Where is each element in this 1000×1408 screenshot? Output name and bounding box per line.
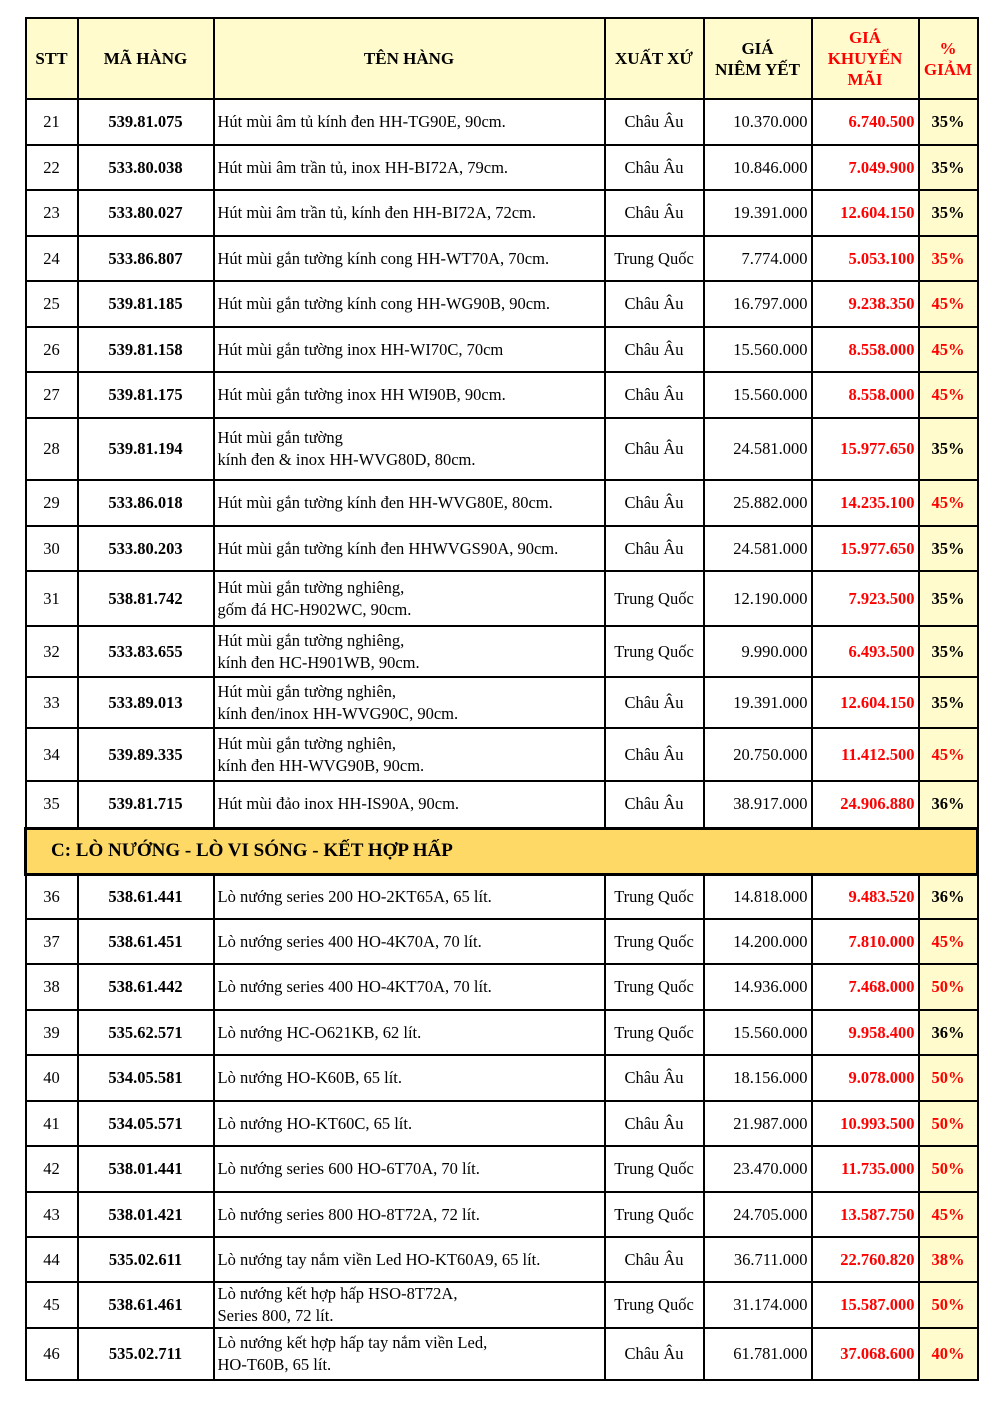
- row-list-price: 14.200.000: [704, 919, 812, 964]
- row-promo-price: 9.078.000: [812, 1055, 919, 1101]
- row-stt: 28: [26, 418, 78, 480]
- table-row: [26, 874, 978, 919]
- row-discount: 50%: [919, 1282, 978, 1328]
- row-name: [214, 1101, 605, 1146]
- row-origin: Châu Âu: [605, 372, 704, 418]
- row-discount: 35%: [919, 145, 978, 190]
- row-name-line: Lò nướng kết hợp hấp HSO-8T72A,: [217, 1284, 458, 1303]
- header-name: TÊN HÀNG: [214, 18, 605, 99]
- row-name-line: Lò nướng HO-K60B, 65 lít.: [217, 1068, 402, 1087]
- row-name-line: HO-T60B, 65 lít.: [217, 1355, 332, 1374]
- row-discount: 45%: [919, 372, 978, 418]
- row-stt: 29: [26, 480, 78, 526]
- row-promo-price: 12.604.150: [812, 190, 919, 236]
- row-name-line: Hút mùi gắn tường kính cong HH-WT70A, 70cm.: [217, 248, 550, 268]
- row-promo-price: 7.049.900: [812, 145, 919, 190]
- row-name: [214, 145, 605, 190]
- row-stt: 40: [26, 1055, 78, 1101]
- row-promo-price: 9.958.400: [812, 1010, 919, 1055]
- table-row: [26, 190, 978, 236]
- table-row: [26, 418, 978, 480]
- row-name: [214, 327, 605, 372]
- row-stt: 34: [26, 728, 78, 781]
- row-code: 539.81.175: [78, 372, 214, 418]
- row-discount: 38%: [919, 1237, 978, 1282]
- row-discount: 50%: [919, 1101, 978, 1146]
- table-row: [26, 728, 978, 781]
- row-origin: Trung Quốc: [605, 571, 704, 626]
- row-promo-price: 6.493.500: [812, 626, 919, 677]
- row-name-line: Hút mùi gắn tường inox HH-WI70C, 70cm: [217, 339, 504, 359]
- row-code: 538.61.441: [78, 874, 214, 919]
- row-name: [214, 1010, 605, 1055]
- header-code: MÃ HÀNG: [78, 18, 214, 99]
- row-discount: 35%: [919, 677, 978, 728]
- row-discount: 36%: [919, 1010, 978, 1055]
- table-row: [26, 1192, 978, 1237]
- row-origin: Châu Âu: [605, 480, 704, 526]
- row-list-price: 10.370.000: [704, 99, 812, 145]
- row-promo-price: 14.235.100: [812, 480, 919, 526]
- row-discount: 45%: [919, 728, 978, 781]
- table-row: [26, 1328, 978, 1380]
- row-name-line: Hút mùi gắn tường: [217, 428, 343, 447]
- row-code: 538.61.442: [78, 964, 214, 1010]
- row-origin: Châu Âu: [605, 728, 704, 781]
- row-promo-price: 15.977.650: [812, 526, 919, 571]
- row-name: [214, 626, 605, 677]
- row-list-price: 10.846.000: [704, 145, 812, 190]
- row-list-price: 24.581.000: [704, 418, 812, 480]
- section-b-rows: [26, 99, 978, 828]
- table-row: [26, 1010, 978, 1055]
- table-row: [26, 99, 978, 145]
- row-list-price: 36.711.000: [704, 1237, 812, 1282]
- row-discount: 40%: [919, 1328, 978, 1380]
- row-name-line: kính đen HH-WVG90B, 90cm.: [217, 755, 425, 775]
- row-promo-price: 12.604.150: [812, 677, 919, 728]
- row-name: [214, 190, 605, 236]
- row-discount: 50%: [919, 964, 978, 1010]
- row-name-line: Lò nướng series 600 HO-6T70A, 70 lít.: [217, 1159, 480, 1178]
- row-list-price: 7.774.000: [704, 236, 812, 281]
- row-name: [214, 418, 605, 480]
- row-stt: 41: [26, 1101, 78, 1146]
- row-code: 539.89.335: [78, 728, 214, 781]
- row-origin: Châu Âu: [605, 145, 704, 190]
- row-origin: Trung Quốc: [605, 1010, 704, 1055]
- row-name-line: Hút mùi gắn tường nghiêng,: [217, 577, 405, 597]
- row-origin: Châu Âu: [605, 1237, 704, 1282]
- row-name-line: Lò nướng series 200 HO-2KT65A, 65 lít.: [217, 886, 492, 906]
- row-stt: 37: [26, 919, 78, 964]
- row-name-line: Hút mùi âm tủ kính đen HH-TG90E, 90cm.: [217, 112, 506, 131]
- row-code: 539.81.075: [78, 99, 214, 145]
- row-list-price: 9.990.000: [704, 626, 812, 677]
- row-stt: 42: [26, 1146, 78, 1192]
- row-discount: 45%: [919, 1192, 978, 1237]
- row-name: [214, 677, 605, 728]
- header-list-price: [704, 18, 812, 99]
- row-discount: 45%: [919, 327, 978, 372]
- row-list-price: 23.470.000: [704, 1146, 812, 1192]
- row-stt: 22: [26, 145, 78, 190]
- row-name-line: Hút mùi đảo inox HH-IS90A, 90cm.: [217, 794, 460, 814]
- header-origin: XUẤT XỨ: [605, 18, 704, 99]
- row-origin: Trung Quốc: [605, 874, 704, 919]
- header-discount-line1: %: [939, 38, 957, 58]
- row-name: [214, 99, 605, 145]
- row-promo-price: 7.810.000: [812, 919, 919, 964]
- row-name: [214, 781, 605, 828]
- row-stt: 35: [26, 781, 78, 828]
- row-promo-price: 7.923.500: [812, 571, 919, 626]
- row-code: 538.61.461: [78, 1282, 214, 1328]
- row-origin: Châu Âu: [605, 526, 704, 571]
- row-code: 538.61.451: [78, 919, 214, 964]
- row-promo-price: 22.760.820: [812, 1237, 919, 1282]
- row-stt: 43: [26, 1192, 78, 1237]
- row-origin: Châu Âu: [605, 677, 704, 728]
- row-promo-price: 6.740.500: [812, 99, 919, 145]
- header-discount: [919, 18, 978, 99]
- row-name-line: Lò nướng tay nắm viền Led HO-KT60A9, 65 lít.: [217, 1249, 541, 1269]
- row-stt: 31: [26, 571, 78, 626]
- row-name: [214, 1146, 605, 1192]
- row-promo-price: 5.053.100: [812, 236, 919, 281]
- row-code: 533.80.203: [78, 526, 214, 571]
- row-discount: 45%: [919, 281, 978, 327]
- header-promo-price-line1: GIÁ: [848, 28, 882, 47]
- section-title: C: LÒ NƯỚNG - LÒ VI SÓNG - KẾT HỢP HẤP: [26, 828, 978, 874]
- row-name-line: Hút mùi gắn tường inox HH WI90B, 90cm.: [217, 385, 506, 404]
- row-promo-price: 24.906.880: [812, 781, 919, 828]
- row-origin: Châu Âu: [605, 281, 704, 327]
- row-promo-price: 9.238.350: [812, 281, 919, 327]
- row-name: [214, 1192, 605, 1237]
- row-list-price: 15.560.000: [704, 327, 812, 372]
- row-code: 538.01.441: [78, 1146, 214, 1192]
- row-list-price: 14.818.000: [704, 874, 812, 919]
- row-name: [214, 1328, 605, 1380]
- row-name-line: Lò nướng HO-KT60C, 65 lít.: [217, 1113, 413, 1133]
- row-discount: 36%: [919, 781, 978, 828]
- row-name-line: kính đen/inox HH-WVG90C, 90cm.: [217, 703, 459, 723]
- row-list-price: 24.581.000: [704, 526, 812, 571]
- row-promo-price: 13.587.750: [812, 1192, 919, 1237]
- row-name-line: Hút mùi gắn tường kính đen HHWVGS90A, 90cm.: [217, 538, 559, 558]
- row-name-line: Lò nướng HC-O621KB, 62 lít.: [217, 1022, 422, 1042]
- row-origin: Trung Quốc: [605, 236, 704, 281]
- row-name: [214, 526, 605, 571]
- row-code: 533.80.027: [78, 190, 214, 236]
- row-promo-price: 10.993.500: [812, 1101, 919, 1146]
- row-promo-price: 8.558.000: [812, 327, 919, 372]
- row-list-price: 31.174.000: [704, 1282, 812, 1328]
- row-code: 535.62.571: [78, 1010, 214, 1055]
- table-row: [26, 1237, 978, 1282]
- row-list-price: 15.560.000: [704, 372, 812, 418]
- row-name-line: Hút mùi gắn tường nghiêng,: [217, 630, 405, 650]
- table-row: [26, 1282, 978, 1328]
- row-origin: Châu Âu: [605, 418, 704, 480]
- row-list-price: 38.917.000: [704, 781, 812, 828]
- row-promo-price: 9.483.520: [812, 874, 919, 919]
- section-c-rows: [26, 874, 978, 1380]
- row-discount: 45%: [919, 919, 978, 964]
- header-discount-line2: GIẢM: [923, 59, 973, 79]
- row-list-price: 25.882.000: [704, 480, 812, 526]
- row-name: [214, 919, 605, 964]
- row-name: [214, 964, 605, 1010]
- row-code: 534.05.571: [78, 1101, 214, 1146]
- row-name-line: Lò nướng series 800 HO-8T72A, 72 lít.: [217, 1204, 480, 1224]
- row-stt: 21: [26, 99, 78, 145]
- row-list-price: 20.750.000: [704, 728, 812, 781]
- row-discount: 35%: [919, 526, 978, 571]
- row-list-price: 12.190.000: [704, 571, 812, 626]
- row-stt: 39: [26, 1010, 78, 1055]
- row-list-price: 14.936.000: [704, 964, 812, 1010]
- row-stt: 44: [26, 1237, 78, 1282]
- row-code: 533.86.018: [78, 480, 214, 526]
- row-origin: Châu Âu: [605, 99, 704, 145]
- table-row: [26, 919, 978, 964]
- row-discount: 35%: [919, 99, 978, 145]
- row-name: [214, 728, 605, 781]
- header-stt: STT: [26, 18, 78, 99]
- row-origin: Trung Quốc: [605, 626, 704, 677]
- row-code: 533.89.013: [78, 677, 214, 728]
- row-code: 539.81.185: [78, 281, 214, 327]
- row-promo-price: 7.468.000: [812, 964, 919, 1010]
- row-stt: 33: [26, 677, 78, 728]
- row-name: [214, 1055, 605, 1101]
- row-name: [214, 372, 605, 418]
- row-name-line: Lò nướng kết hợp hấp tay nắm viền Led,: [217, 1333, 488, 1352]
- row-code: 538.81.742: [78, 571, 214, 626]
- header-list-price-line2: NIÊM YẾT: [715, 59, 800, 79]
- row-origin: Trung Quốc: [605, 1146, 704, 1192]
- row-promo-price: 8.558.000: [812, 372, 919, 418]
- row-name-line: Lò nướng series 400 HO-4K70A, 70 lít.: [217, 931, 482, 951]
- row-promo-price: 11.412.500: [812, 728, 919, 781]
- row-stt: 38: [26, 964, 78, 1010]
- row-name-line: gốm đá HC-H902WC, 90cm.: [217, 599, 412, 619]
- row-name-line: kính đen & inox HH-WVG80D, 80cm.: [217, 450, 476, 469]
- row-name: [214, 874, 605, 919]
- row-name-line: Hút mùi gắn tường nghiên,: [217, 733, 397, 753]
- header-promo-price: [812, 18, 919, 99]
- row-name-line: Lò nướng series 400 HO-4KT70A, 70 lít.: [217, 977, 492, 996]
- row-origin: Châu Âu: [605, 1055, 704, 1101]
- row-discount: 35%: [919, 190, 978, 236]
- row-stt: 27: [26, 372, 78, 418]
- table-row: [26, 145, 978, 190]
- row-promo-price: 15.977.650: [812, 418, 919, 480]
- table-row: [26, 1055, 978, 1101]
- row-list-price: 15.560.000: [704, 1010, 812, 1055]
- row-code: 534.05.581: [78, 1055, 214, 1101]
- table-row: [26, 781, 978, 828]
- row-name-line: Hút mùi gắn tường kính cong HH-WG90B, 90cm.: [217, 294, 551, 313]
- table-row: [26, 327, 978, 372]
- header-list-price-line1: GIÁ: [741, 38, 774, 58]
- row-origin: Trung Quốc: [605, 1282, 704, 1328]
- row-name-line: Series 800, 72 lít.: [217, 1306, 334, 1325]
- row-discount: 50%: [919, 1055, 978, 1101]
- table-row: [26, 526, 978, 571]
- row-stt: 24: [26, 236, 78, 281]
- row-code: 533.86.807: [78, 236, 214, 281]
- row-list-price: 61.781.000: [704, 1328, 812, 1380]
- row-origin: Châu Âu: [605, 327, 704, 372]
- header-promo-price-line3: MÃI: [847, 70, 883, 89]
- row-list-price: 19.391.000: [704, 190, 812, 236]
- table-row: [26, 626, 978, 677]
- row-name-line: Hút mùi gắn tường nghiên,: [217, 681, 397, 701]
- section-c-header: [26, 828, 978, 874]
- row-stt: 36: [26, 874, 78, 919]
- row-list-price: 21.987.000: [704, 1101, 812, 1146]
- row-origin: Châu Âu: [605, 781, 704, 828]
- row-list-price: 24.705.000: [704, 1192, 812, 1237]
- row-name-line: Hút mùi gắn tường kính đen HH-WVG80E, 80cm.: [217, 493, 553, 512]
- row-discount: 35%: [919, 626, 978, 677]
- row-code: 539.81.715: [78, 781, 214, 828]
- table-row: [26, 372, 978, 418]
- row-stt: 23: [26, 190, 78, 236]
- table-row: [26, 571, 978, 626]
- row-code: 535.02.711: [78, 1328, 214, 1380]
- row-name: [214, 571, 605, 626]
- table-row: [26, 677, 978, 728]
- table-row: [26, 1146, 978, 1192]
- row-discount: 35%: [919, 236, 978, 281]
- row-discount: 35%: [919, 418, 978, 480]
- header-promo-price-line2: KHUYẾN: [827, 49, 903, 68]
- row-promo-price: 11.735.000: [812, 1146, 919, 1192]
- row-list-price: 19.391.000: [704, 677, 812, 728]
- row-code: 533.83.655: [78, 626, 214, 677]
- price-table: [24, 17, 979, 1381]
- row-origin: Châu Âu: [605, 1101, 704, 1146]
- table-row: [26, 236, 978, 281]
- row-list-price: 18.156.000: [704, 1055, 812, 1101]
- row-code: 535.02.611: [78, 1237, 214, 1282]
- row-name: [214, 236, 605, 281]
- row-origin: Châu Âu: [605, 190, 704, 236]
- row-stt: 26: [26, 327, 78, 372]
- table-header-row: [26, 18, 978, 99]
- row-name: [214, 1237, 605, 1282]
- row-promo-price: 37.068.600: [812, 1328, 919, 1380]
- row-name-line: kính đen HC-H901WB, 90cm.: [217, 652, 420, 672]
- row-list-price: 16.797.000: [704, 281, 812, 327]
- row-code: 533.80.038: [78, 145, 214, 190]
- row-discount: 35%: [919, 571, 978, 626]
- row-code: 539.81.158: [78, 327, 214, 372]
- row-name: [214, 281, 605, 327]
- row-stt: 25: [26, 281, 78, 327]
- row-discount: 45%: [919, 480, 978, 526]
- table-row: [26, 1101, 978, 1146]
- row-name-line: Hút mùi âm trần tủ, kính đen HH-BI72A, 72cm.: [217, 203, 536, 222]
- row-promo-price: 15.587.000: [812, 1282, 919, 1328]
- row-origin: Trung Quốc: [605, 964, 704, 1010]
- row-name-line: Hút mùi âm trần tủ, inox HH-BI72A, 79cm.: [217, 157, 509, 177]
- row-stt: 32: [26, 626, 78, 677]
- row-origin: Châu Âu: [605, 1328, 704, 1380]
- row-discount: 36%: [919, 874, 978, 919]
- row-code: 538.01.421: [78, 1192, 214, 1237]
- row-name: [214, 480, 605, 526]
- table-row: [26, 964, 978, 1010]
- row-stt: 46: [26, 1328, 78, 1380]
- section-row: [26, 828, 978, 874]
- row-stt: 45: [26, 1282, 78, 1328]
- row-origin: Trung Quốc: [605, 1192, 704, 1237]
- table-row: [26, 480, 978, 526]
- row-origin: Trung Quốc: [605, 919, 704, 964]
- row-code: 539.81.194: [78, 418, 214, 480]
- row-discount: 50%: [919, 1146, 978, 1192]
- table-row: [26, 281, 978, 327]
- row-name: [214, 1282, 605, 1328]
- row-stt: 30: [26, 526, 78, 571]
